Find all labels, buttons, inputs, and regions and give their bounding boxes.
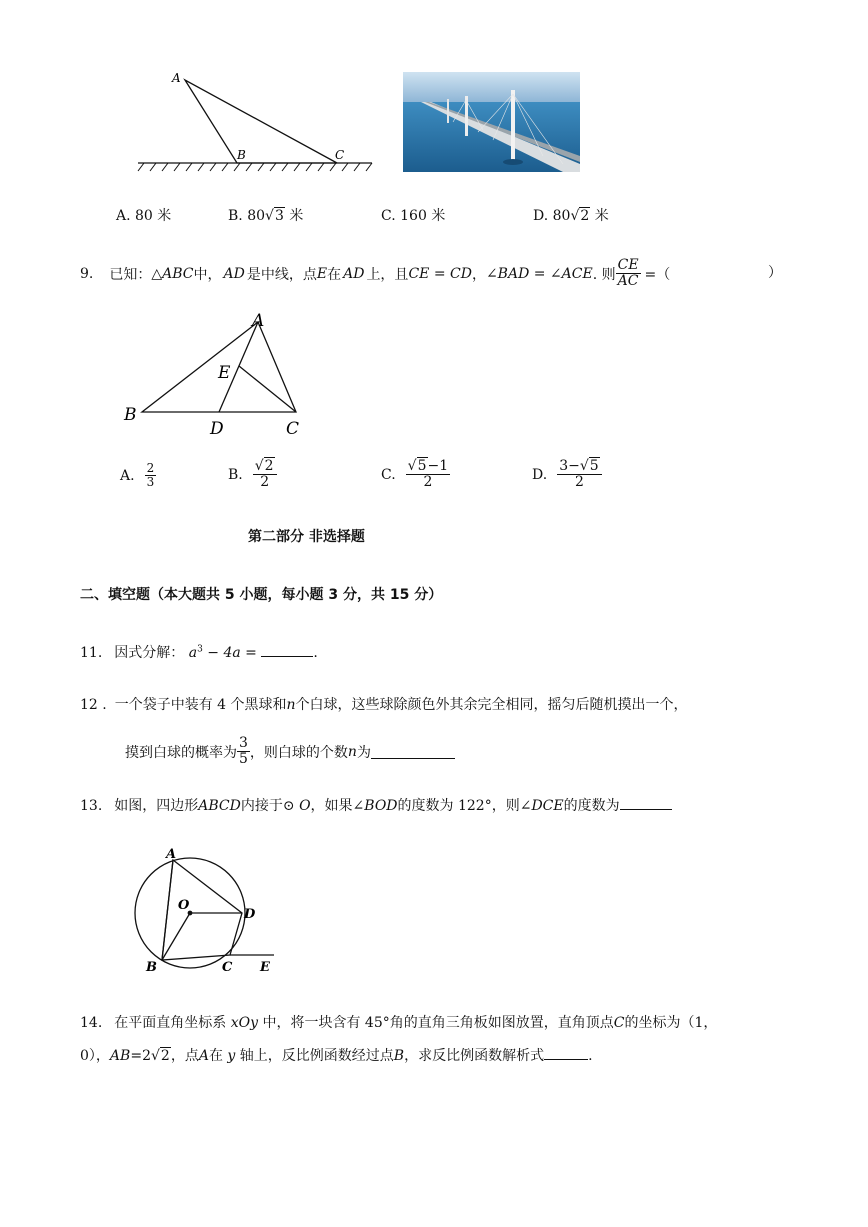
q12-text: ，则白球的个数 xyxy=(249,744,348,761)
circle-symbol-icon: ⊙ xyxy=(282,798,295,814)
q8-option-d-value: 80 xyxy=(552,208,571,224)
q9-text: 是中线，点 xyxy=(246,266,317,283)
q9-label-b: B xyxy=(124,405,137,425)
q8-option-d xyxy=(533,205,609,225)
q14-text: 在平面直角坐标系 xyxy=(114,1015,227,1031)
q11-answer-blank[interactable] xyxy=(261,656,313,657)
q8-option-d-sqrt: √2 xyxy=(570,208,590,224)
q8-option-d-letter: D. xyxy=(533,208,549,224)
q11-rest: − 4a = xyxy=(202,645,257,661)
q11-number: 11. xyxy=(80,645,103,661)
q13-text: 的度数为 xyxy=(563,798,620,814)
q14-text: 中，将一块含有 45°角的直角三角板如图放置，直角顶点 xyxy=(262,1015,614,1031)
q9-option-b-fraction: $\frac{√2}{2}$ xyxy=(253,459,277,491)
q13-text: 内接于 xyxy=(240,798,283,814)
q14-equals: = xyxy=(130,1048,143,1064)
q9-text: ， xyxy=(471,266,486,283)
q9-label-d: D xyxy=(210,419,224,439)
q8-option-a-letter: A. xyxy=(116,208,131,224)
q12-variable-n: n xyxy=(347,743,357,760)
q14-line2 xyxy=(80,1045,593,1065)
q9-option-c-letter: C. xyxy=(381,466,396,483)
q9-triangle-name: ABC xyxy=(162,265,194,282)
q13-quad: ABCD xyxy=(198,798,241,814)
q8-option-c xyxy=(381,205,445,225)
bridge-photo xyxy=(403,72,580,172)
q9-number: 9. xyxy=(80,265,94,282)
part2-title: 第二部分 非选择题 xyxy=(248,529,365,545)
q14-text: ，求反比例函数解析式 xyxy=(404,1048,545,1064)
q9-option-d-letter: D. xyxy=(532,466,548,483)
q9-equation-1: CE = CD xyxy=(408,265,472,282)
q9-point-e: E xyxy=(316,265,328,282)
q8-option-c-value: 160 xyxy=(400,208,427,224)
q8-option-c-letter: C. xyxy=(381,208,396,224)
q13-text: ，如果∠ xyxy=(310,798,365,814)
q8-label-b: B xyxy=(237,148,246,162)
q9-fraction: $\frac{CE}{AC}$ xyxy=(617,257,639,290)
q11-text: 因式分解： xyxy=(114,645,185,661)
q8-triangle-figure xyxy=(130,62,380,177)
q8-option-d-unit: 米 xyxy=(594,208,609,224)
q9-label-c: C xyxy=(286,419,300,439)
q8-label-c: C xyxy=(335,148,345,162)
q8-option-b-sqrt: √3 xyxy=(265,208,284,224)
section2-title: 二、填空题（本大题共 5 小题，每小题 3 分，共 15 分） xyxy=(80,587,443,603)
q8-option-a xyxy=(116,205,171,225)
q14-text: 的坐标为（1， xyxy=(624,1015,718,1031)
q9-option-d xyxy=(532,459,602,491)
q12-answer-blank[interactable] xyxy=(371,744,455,759)
q9-option-a xyxy=(120,462,156,489)
q9-option-b xyxy=(228,459,277,491)
q13-center-o: O xyxy=(299,798,311,814)
q12-line2 xyxy=(125,736,455,768)
q9-text: . 则 xyxy=(592,266,616,283)
q9-text: 在 xyxy=(327,266,342,283)
q12-variable-n: n xyxy=(286,697,296,713)
q9-option-a-fraction: $\frac{2}{3}$ xyxy=(146,461,155,490)
q13-label-e: E xyxy=(260,960,270,975)
q9-text: 中， xyxy=(193,266,222,283)
q14-number: 14. xyxy=(80,1015,103,1031)
q13-circle-figure xyxy=(128,842,288,978)
triangle-symbol-icon: △ xyxy=(151,265,163,282)
q14-text: 0）， xyxy=(80,1048,110,1064)
q9-text: 已知： xyxy=(109,266,152,283)
q8-option-b xyxy=(228,205,303,225)
q12-text: 为 xyxy=(356,744,371,761)
q9-label-e: E xyxy=(218,363,231,383)
q9-text: =（ xyxy=(644,266,671,283)
q8-option-b-unit: 米 xyxy=(289,208,304,224)
q12-text: 一个袋子中装有 4 个黑球和 xyxy=(114,697,287,713)
q11-exponent: 3 xyxy=(197,644,203,655)
q9-segment-ad: AD xyxy=(223,265,245,282)
q13-number: 13. xyxy=(80,798,103,814)
q13-label-o: O xyxy=(178,898,190,913)
q13-label-b: B xyxy=(146,960,157,975)
q14-text: 在 xyxy=(208,1048,223,1064)
q9-stem xyxy=(80,258,670,290)
q13-stem xyxy=(80,795,672,815)
q14-line1 xyxy=(80,1012,717,1032)
q9-option-c xyxy=(381,459,450,491)
q12-text: 摸到白球的概率为 xyxy=(125,744,237,761)
q9-triangle-figure xyxy=(120,308,320,440)
q13-angle-dce: DCE xyxy=(531,798,564,814)
q9-label-a: A xyxy=(252,311,265,331)
q13-label-d: D xyxy=(244,907,256,922)
q9-paren-close: ） xyxy=(768,265,782,281)
q13-text: 的度数为 122°，则∠ xyxy=(397,798,532,814)
q12-fraction: $\frac{3}{5}$ xyxy=(239,735,248,768)
q9-option-b-letter: B. xyxy=(228,466,243,483)
q9-option-c-fraction: $\frac{√5-1}{2}$ xyxy=(407,458,449,491)
q9-option-d-fraction: $\frac{3-√5}{2}$ xyxy=(557,459,601,491)
q12-line1 xyxy=(80,694,688,714)
q14-period: . xyxy=(588,1048,593,1064)
q14-answer-blank[interactable] xyxy=(544,1045,588,1060)
q8-option-a-value: 80 xyxy=(135,208,153,224)
q14-point-b: B xyxy=(393,1048,405,1064)
q8-option-b-letter: B. xyxy=(228,208,243,224)
q9-equation-2: ∠BAD = ∠ACE xyxy=(485,265,593,282)
q8-option-c-unit: 米 xyxy=(431,208,446,224)
q8-option-b-value: 80 xyxy=(247,208,266,224)
q13-answer-blank[interactable] xyxy=(620,795,672,810)
q13-label-a: A xyxy=(166,847,177,862)
q14-point-a: A xyxy=(198,1048,209,1064)
q14-text: ，点 xyxy=(170,1048,199,1064)
q11-base: a xyxy=(188,645,198,661)
q8-option-a-unit: 米 xyxy=(157,208,172,224)
q9-segment-ad: AD xyxy=(343,265,365,282)
q12-text: 个白球，这些球除颜色外其余完全相同，摇匀后随机摸出一个， xyxy=(295,697,688,713)
q11-period: . xyxy=(313,645,318,661)
q11 xyxy=(80,642,318,662)
q14-xoy: xOy xyxy=(230,1015,259,1031)
q14-segment-ab: AB xyxy=(109,1048,131,1064)
q14-text: 轴上，反比例函数经过点 xyxy=(239,1048,394,1064)
q9-text: 上，且 xyxy=(366,266,409,283)
q8-label-a: A xyxy=(172,71,181,85)
q9-option-a-letter: A. xyxy=(120,467,135,484)
q13-text: 如图，四边形 xyxy=(114,798,199,814)
q14-y: y xyxy=(227,1048,236,1064)
q14-sqrt: √2 xyxy=(150,1048,170,1064)
q13-label-c: C xyxy=(222,960,233,975)
q12-number: 12 . xyxy=(80,697,107,713)
q14-point-c: C xyxy=(613,1015,625,1031)
q13-angle-bod: BOD xyxy=(364,798,398,814)
q14-coefficient: 2 xyxy=(142,1048,151,1064)
